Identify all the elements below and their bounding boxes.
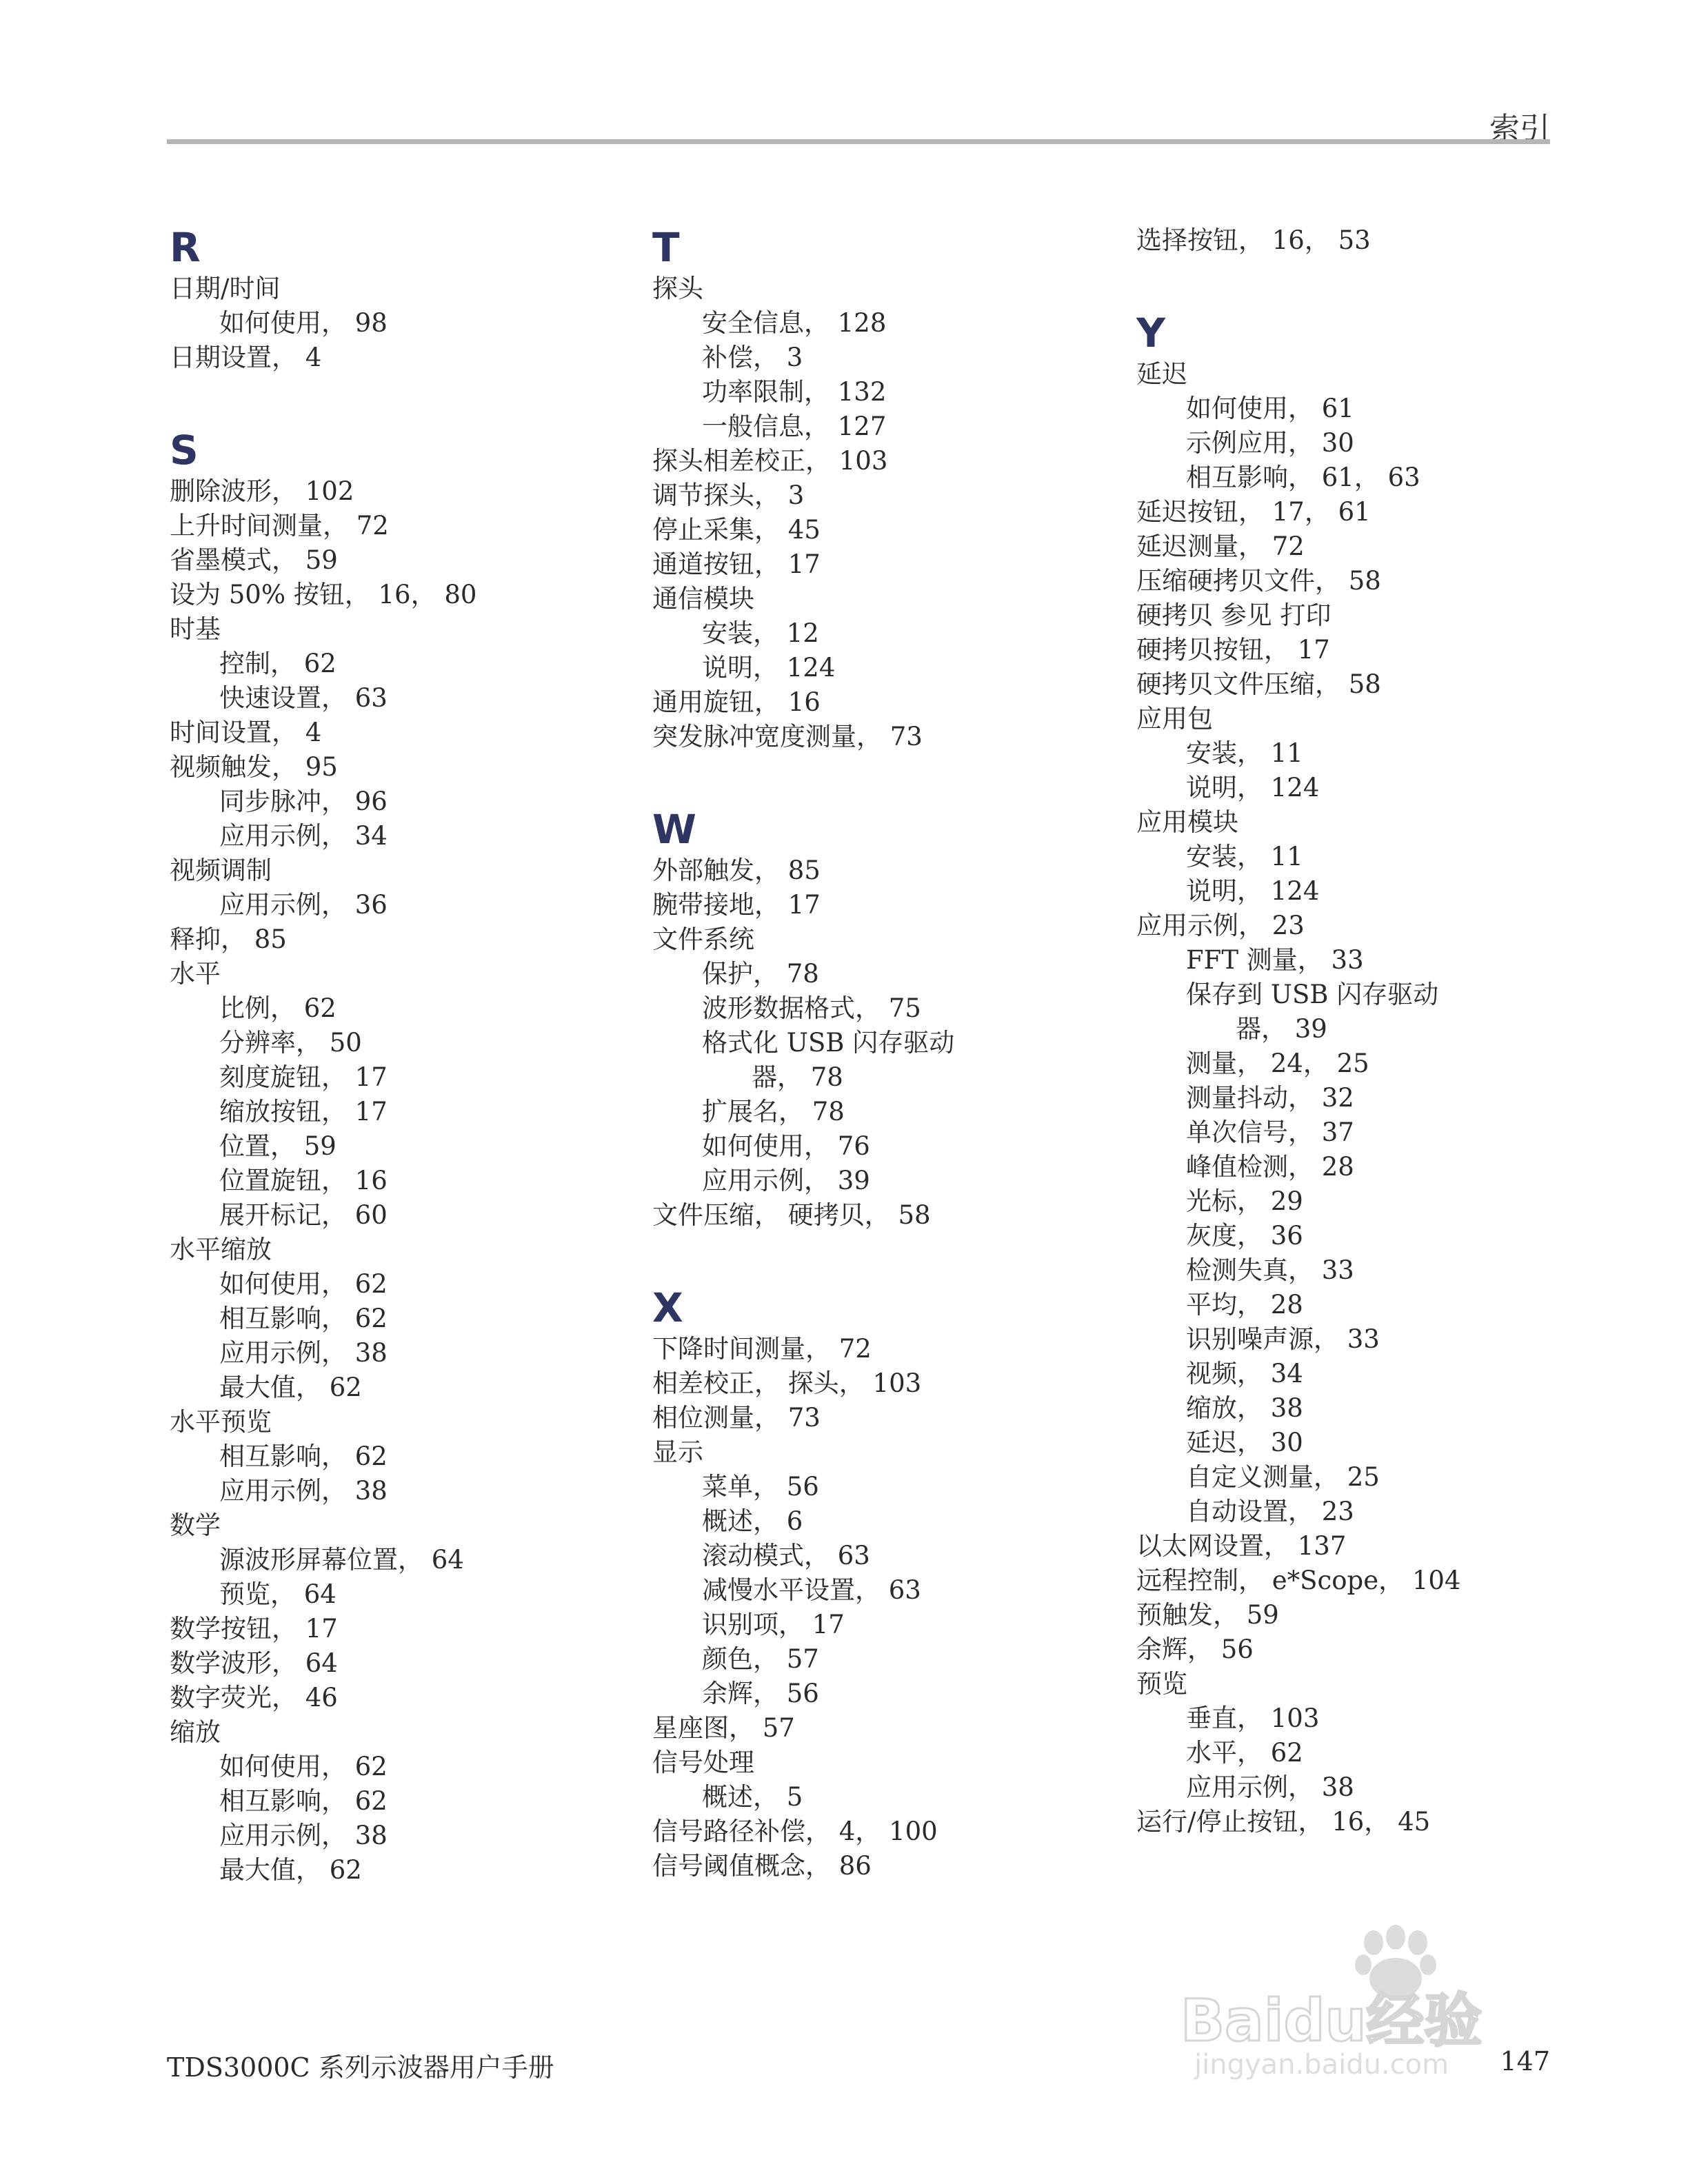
index-entry: 外部触发， 85 [652,856,821,885]
index-entry: 远程控制， e*Scope， 104 [1136,1566,1461,1595]
index-entry: 数学波形， 64 [170,1648,338,1678]
index-subentry: 波形数据格式， 75 [702,993,921,1023]
index-entry: 数字荧光， 46 [170,1683,338,1712]
index-subentry: 安全信息， 128 [702,308,887,338]
index-entry: 相差校正， 探头， 103 [652,1368,922,1398]
index-subentry: 相互影响， 62 [219,1786,388,1816]
index-subentry: 余辉， 56 [702,1679,819,1708]
index-entry: 数学按钮， 17 [170,1614,338,1644]
index-subentry: 器， 39 [1236,1014,1327,1044]
index-subentry: 最大值， 62 [219,1855,362,1885]
index-entry: 停止采集， 45 [652,515,821,545]
index-entry-list [1136,223,1605,258]
index-entry: 探头 [652,274,703,303]
index-entry-list [170,272,639,375]
index-entry: 显示 [652,1437,703,1467]
index-subentry: 测量， 24， 25 [1186,1049,1369,1078]
index-entry: 水平缩放 [170,1235,272,1264]
index-subentry: 如何使用， 62 [219,1752,388,1781]
index-entry: 应用示例， 23 [1136,911,1305,940]
index-entry: 调节探头， 3 [652,481,805,510]
index-subentry: 保存到 USB 闪存驱动 [1186,980,1439,1009]
index-subentry: 应用示例， 34 [219,821,388,851]
index-entry: 删除波形， 102 [170,476,354,506]
index-entry: 文件系统 [652,924,754,954]
index-subentry: 展开标记， 60 [219,1200,388,1230]
index-subentry: 滚动模式， 63 [702,1541,870,1570]
index-entry: 水平预览 [170,1407,272,1437]
index-subentry: 应用示例， 38 [219,1338,388,1368]
index-subentry: 比例， 62 [219,993,336,1023]
watermark-brand: Baidu经验 [1180,1987,1483,2054]
index-subentry: 延迟， 30 [1186,1428,1303,1457]
index-entry: 运行/停止按钮， 16， 45 [1136,1807,1431,1837]
index-subentry: 光标， 29 [1186,1186,1303,1216]
index-subentry: 应用示例， 38 [219,1821,388,1850]
index-entry: 压缩硬拷贝文件， 58 [1136,566,1381,596]
index-subentry: 如何使用， 98 [219,308,388,338]
index-column-3 [1136,223,1605,1839]
index-subentry: 缩放， 38 [1186,1393,1303,1423]
section-letter: T [652,224,680,271]
index-subentry: 保护， 78 [702,959,819,989]
index-column-2 [652,223,1121,1883]
index-entry: 以太网设置， 137 [1136,1531,1347,1561]
index-subentry: 补偿， 3 [702,343,803,372]
index-column-1 [170,223,639,1888]
index-entry: 探头相差校正， 103 [652,446,888,476]
index-entry: 日期设置， 4 [170,343,322,372]
index-subentry: 功率限制， 132 [702,377,887,407]
index-subentry: FFT 测量， 33 [1186,945,1364,975]
index-subentry: 控制， 62 [219,649,336,678]
index-section [652,754,1121,1233]
index-entry: 信号阈值概念， 86 [652,1851,872,1881]
index-entry: 缩放 [170,1717,221,1747]
index-subentry: 器， 78 [752,1062,843,1092]
index-entry: 时基 [170,614,221,644]
index-subentry: 峰值检测， 28 [1186,1152,1354,1182]
index-subentry: 相互影响， 62 [219,1304,388,1333]
index-subentry: 颜色， 57 [702,1644,819,1674]
index-entry: 预触发， 59 [1136,1600,1279,1630]
index-subentry: 识别噪声源， 33 [1186,1324,1380,1354]
index-subentry: 概述， 6 [702,1506,803,1536]
index-subentry: 安装， 12 [702,618,819,648]
index-entry-list [652,1332,1121,1883]
index-section [652,1233,1121,1883]
index-entry: 相位测量， 73 [652,1403,821,1433]
section-letter: Y [1136,310,1165,356]
index-subentry: 识别项， 17 [702,1610,845,1639]
footer-manual-title: TDS3000C 系列示波器用户手册 [167,2052,554,2083]
index-subentry: 菜单， 56 [702,1472,819,1502]
index-subentry: 说明， 124 [1186,876,1320,906]
index-subentry: 应用示例， 36 [219,890,388,920]
index-subentry: 垂直， 103 [1186,1703,1320,1733]
index-entry: 省墨模式， 59 [170,545,338,575]
index-subentry: 如何使用， 61 [1186,394,1354,423]
index-subentry: 检测失真， 33 [1186,1255,1354,1285]
index-subentry: 自定义测量， 25 [1186,1462,1380,1492]
index-section [1136,258,1605,1839]
section-letter: X [652,1284,683,1331]
watermark-url: jingyan.baidu.com [1194,2049,1449,2081]
index-entry: 应用模块 [1136,807,1238,837]
index-entry-list [652,853,1121,1233]
index-subentry: 减慢水平设置， 63 [702,1575,921,1605]
index-entry: 时间设置， 4 [170,718,322,747]
index-subentry: 缩放按钮， 17 [219,1097,388,1126]
index-entry: 硬拷贝 参见 打印 [1136,600,1332,630]
index-subentry: 预览， 64 [219,1579,336,1609]
index-subentry: 一般信息， 127 [702,412,887,441]
index-subentry: 安装， 11 [1186,842,1303,871]
index-entry: 下降时间测量， 72 [652,1334,872,1364]
index-subentry: 格式化 USB 闪存驱动 [702,1028,955,1058]
index-entry: 选择按钮， 16， 53 [1136,225,1371,255]
index-entry: 星座图， 57 [652,1713,795,1743]
index-subentry: 单次信号， 37 [1186,1118,1354,1147]
index-subentry: 位置， 59 [219,1131,336,1161]
index-subentry: 如何使用， 76 [702,1131,870,1161]
index-subentry: 说明， 124 [1186,773,1320,802]
index-subentry: 测量抖动， 32 [1186,1083,1354,1113]
index-subentry: 应用示例， 38 [1186,1772,1354,1802]
index-subentry: 水平， 62 [1186,1738,1303,1768]
index-entry: 硬拷贝文件压缩， 58 [1136,669,1381,699]
baidu-watermark-logo [1167,1910,1553,2082]
index-subentry: 说明， 124 [702,653,836,682]
index-subentry: 应用示例， 39 [702,1166,870,1195]
index-entry: 信号处理 [652,1748,754,1777]
index-subentry: 应用示例， 38 [219,1476,388,1506]
index-entry: 预览 [1136,1669,1187,1699]
index-entry: 延迟测量， 72 [1136,532,1305,561]
index-entry: 通用旋钮， 16 [652,687,821,717]
index-subentry: 位置旋钮， 16 [219,1166,388,1195]
index-subentry: 安装， 11 [1186,738,1303,768]
section-letter: S [170,427,199,474]
index-entry-list [652,272,1121,754]
index-subentry: 源波形屏幕位置， 64 [219,1545,464,1575]
index-entry: 信号路径补偿， 4， 100 [652,1817,938,1846]
index-subentry: 快速设置， 63 [219,683,388,713]
index-section [170,375,639,1888]
index-entry-list [170,474,639,1888]
index-entry: 腕带接地， 17 [652,890,821,920]
index-entry: 水平 [170,959,221,989]
index-subentry: 如何使用， 62 [219,1269,388,1299]
index-subentry: 扩展名， 78 [702,1097,845,1126]
index-subentry: 同步脉冲， 96 [219,787,388,816]
header-divider [167,139,1550,144]
index-entry: 延迟按钮， 17， 61 [1136,497,1371,527]
index-subentry: 相互影响， 62 [219,1442,388,1471]
index-section [652,223,1121,754]
index-subentry: 视频， 34 [1186,1359,1303,1388]
index-entry: 视频触发， 95 [170,752,338,782]
index-entry: 视频调制 [170,856,272,885]
index-entry: 释抑， 85 [170,924,287,954]
index-entry: 通道按钮， 17 [652,549,821,579]
page-header-title: 索引 [1489,111,1550,146]
index-section [1136,223,1605,258]
index-subentry: 自动设置， 23 [1186,1497,1354,1526]
index-entry: 通信模块 [652,584,754,614]
index-entry: 设为 50% 按钮， 16， 80 [170,580,477,609]
section-letter: W [652,806,696,853]
index-entry: 数学 [170,1510,221,1540]
index-subentry: 刻度旋钮， 17 [219,1062,388,1092]
section-letter: R [170,224,201,271]
index-entry: 硬拷贝按钮， 17 [1136,635,1330,665]
index-entry: 突发脉冲宽度测量， 73 [652,722,923,751]
index-subentry: 最大值， 62 [219,1373,362,1402]
footer-page-number: 147 [1500,2046,1550,2076]
index-subentry: 相互影响， 61， 63 [1186,463,1420,492]
index-entry: 日期/时间 [170,274,281,303]
index-subentry: 分辨率， 50 [219,1028,362,1058]
index-subentry: 示例应用， 30 [1186,428,1354,458]
index-entry: 上升时间测量， 72 [170,511,389,540]
index-entry: 余辉， 56 [1136,1635,1254,1664]
index-section [170,223,639,375]
index-entry: 文件压缩， 硬拷贝， 58 [652,1200,931,1230]
index-entry: 延迟 [1136,359,1187,389]
index-subentry: 灰度， 36 [1186,1221,1303,1251]
index-subentry: 平均， 28 [1186,1290,1303,1320]
index-entry: 应用包 [1136,704,1213,734]
index-entry-list [1136,357,1605,1839]
index-subentry: 概述， 5 [702,1782,803,1812]
